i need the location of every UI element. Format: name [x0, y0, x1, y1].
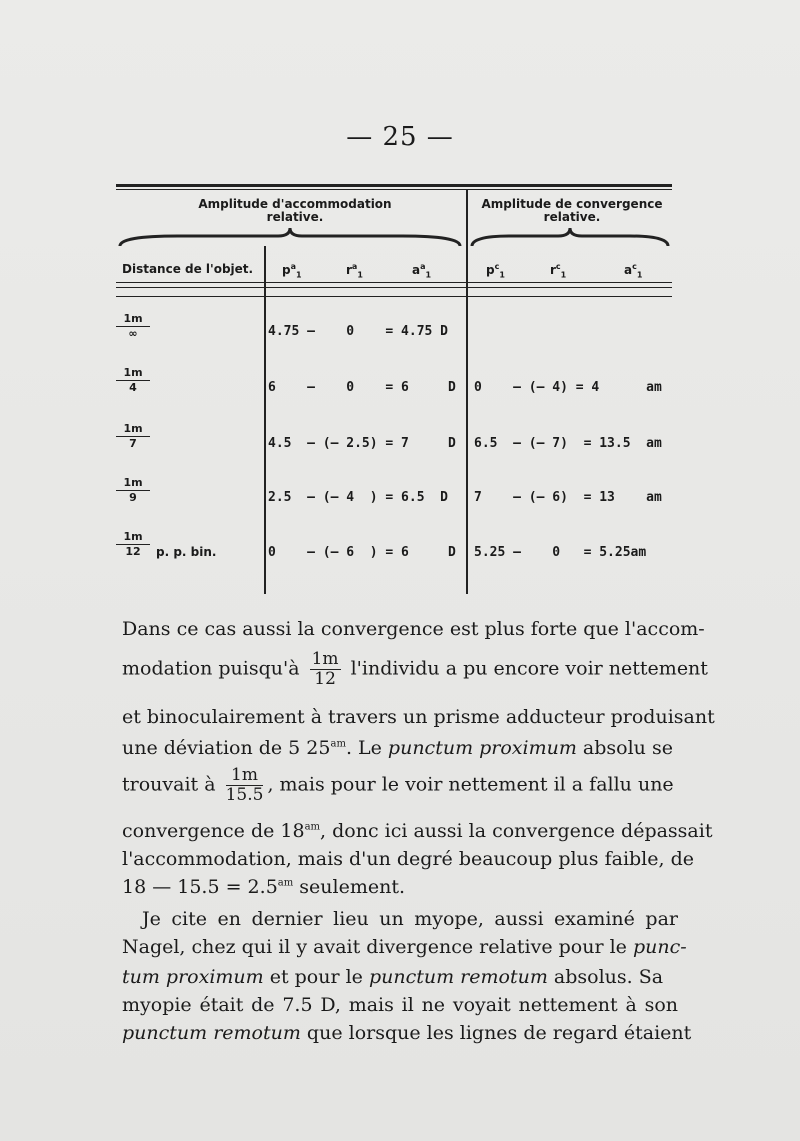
convergence-row: 6.5 — (— 7) = 13.5 am [474, 436, 662, 451]
table-top-rule [116, 184, 672, 187]
text-line: Nagel, chez qui il y avait divergence relative pour le punc- [122, 936, 687, 958]
text-line: Dans ce cas aussi la convergence est plus forte que l'accom- [122, 618, 705, 640]
convergence-row: 0 — (— 4) = 4 am [474, 380, 662, 395]
inline-fraction: $\frac{1m}{12}$ [311, 649, 339, 689]
table-divider-left [264, 246, 266, 594]
distance-note: p. p. bin. [156, 545, 217, 559]
convergence-row: 5.25 — 0 = 5.25am [474, 545, 647, 560]
accommodation-row: 0 — (— 6 ) = 6 D [268, 545, 456, 560]
distance-fraction: 1m ∞ [116, 312, 150, 341]
inline-fraction: $\frac{1m}{15.5}$ [225, 765, 264, 805]
text-line: myopie était de 7.5 D, mais il ne voyait nettement à son [122, 994, 678, 1016]
text-line: Je cite en dernier lieu un myope, aussi examiné par [142, 908, 678, 930]
accommodation-brace [118, 226, 462, 248]
text-line: trouvait à $\frac{1m}{15.5}$ , mais pour le voir nettement il a fallu une [122, 765, 674, 805]
distance-fraction: $\frac{1m}{9}$ [116, 476, 150, 505]
distance-fraction: $\frac{1m}{4}$ [116, 366, 150, 395]
text-line: 18 — $15.5 = 2.5^{am}$ seulement. [122, 876, 405, 898]
page-number: — 25 — [346, 122, 454, 152]
column-header-ra1: $r^a_1$ [346, 262, 363, 280]
accommodation-row: 4.75 — 0 = 4.75 D [268, 324, 449, 339]
table-divider-center [466, 190, 468, 594]
accommodation-row: 2.5 — (— 4 ) = 6.5 D [268, 490, 449, 505]
group-header-accommodation: Amplitude d'accommodation relative. [198, 197, 392, 224]
column-header-distance: Distance de l'objet. [122, 262, 254, 276]
column-header-pa1: $p^a_1$ [282, 262, 302, 280]
distance-fraction: $\frac{1m}{12}$ [116, 530, 150, 559]
text-line: une déviation de 5 $25^{am}$. Le punctum proximum absolu se [122, 737, 673, 759]
text-line: l'accommodation, mais d'un degré beaucoup plus faible, de [122, 848, 694, 870]
column-header-aa1: $a^a_1$ [412, 262, 432, 280]
accommodation-row: 6 — 0 = 6 D [268, 380, 456, 395]
convergence-row: 7 — (— 6) = 13 am [474, 490, 662, 505]
column-header-ac1: $a^c_1$ [624, 262, 643, 280]
column-header-rc1: $r^c_1$ [550, 262, 567, 280]
text-line: punctum remotum que lorsque les lignes de regard étaient [122, 1022, 692, 1044]
header-rule [116, 282, 672, 283]
text-line: modation puisqu'à $\frac{1m}{12}$ l'individu a pu encore voir nettement [122, 649, 708, 689]
table-top-rule-thin [116, 189, 672, 190]
convergence-brace [470, 226, 670, 248]
text-line: tum proximum et pour le punctum remotum absolus. Sa [122, 966, 664, 988]
text-line: convergence de $18^{am}$, donc ici aussi la convergence dépassait [122, 820, 713, 842]
accommodation-row: 4.5 — (— 2.5) = 7 D [268, 436, 456, 451]
distance-fraction: $\frac{1m}{7}$ [116, 422, 150, 451]
text-line: et binoculairement à travers un prisme adducteur produisant [122, 706, 715, 728]
group-header-convergence: Amplitude de convergence relative. [481, 197, 663, 224]
header-rule-3 [116, 296, 672, 297]
header-rule-2 [116, 287, 672, 288]
column-header-pc1: $p^c_1$ [486, 262, 505, 280]
